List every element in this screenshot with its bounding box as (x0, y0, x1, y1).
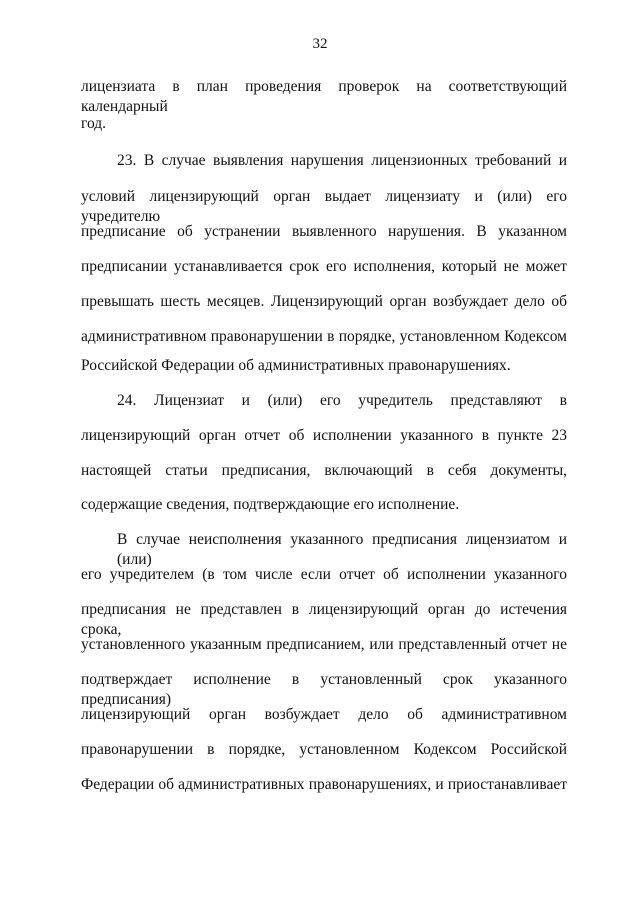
paragraph-2-line-4: предписании устанавливается срок его исполнения, который не может (81, 258, 567, 275)
paragraph-2-line-3: предписание об устранении выявленного нарушения. В указанном (81, 223, 567, 240)
paragraph-4-line-5: подтверждает исполнение в установленный срок указанного предписания) (81, 671, 567, 708)
paragraph-4-line-7: правонарушении в порядке, установленном Кодексом Российской (81, 741, 567, 758)
paragraph-4-line-3: предписания не представлен в лицензирующий орган до истечения срока, (81, 601, 567, 638)
paragraph-1-line-1: лицензиата в план проведения проверок на соответствующий календарный (81, 78, 567, 115)
paragraph-2-line-1: 23. В случае выявления нарушения лицензионных требований и (117, 152, 567, 169)
paragraph-4-line-6: лицензирующий орган возбуждает дело об административном (81, 706, 567, 723)
paragraph-3-line-2: лицензирующий орган отчет об исполнении указанного в пункте 23 (81, 427, 567, 444)
paragraph-4-line-4: установленного указанным предписанием, или представленный отчет не (81, 636, 567, 653)
paragraph-3-line-3: настоящей статьи предписания, включающий в себя документы, (81, 462, 567, 479)
paragraph-2-line-2: условий лицензирующий орган выдает лицензиату и (или) его учредителю (81, 188, 567, 225)
paragraph-1-line-2: год. (81, 115, 107, 132)
paragraph-2-line-7: Российской Федерации об административных правонарушениях. (81, 357, 511, 374)
paragraph-3-line-4: содержащие сведения, подтверждающие его исполнение. (81, 496, 460, 513)
paragraph-4-line-2: его учредителем (в том числе если отчет об исполнении указанного (81, 566, 567, 583)
page-number: 32 (312, 36, 328, 52)
paragraph-2-line-5: превышать шесть месяцев. Лицензирующий орган возбуждает дело об (81, 293, 567, 310)
paragraph-3-line-1: 24. Лицензиат и (или) его учредитель представляют в (117, 392, 567, 409)
paragraph-4-line-1: В случае неисполнения указанного предписания лицензиатом и (или) (117, 531, 567, 568)
paragraph-4-line-8: Федерации об административных правонарушениях, и приостанавливает (81, 776, 567, 793)
paragraph-2-line-6: административном правонарушении в порядке, установленном Кодексом (81, 328, 567, 345)
